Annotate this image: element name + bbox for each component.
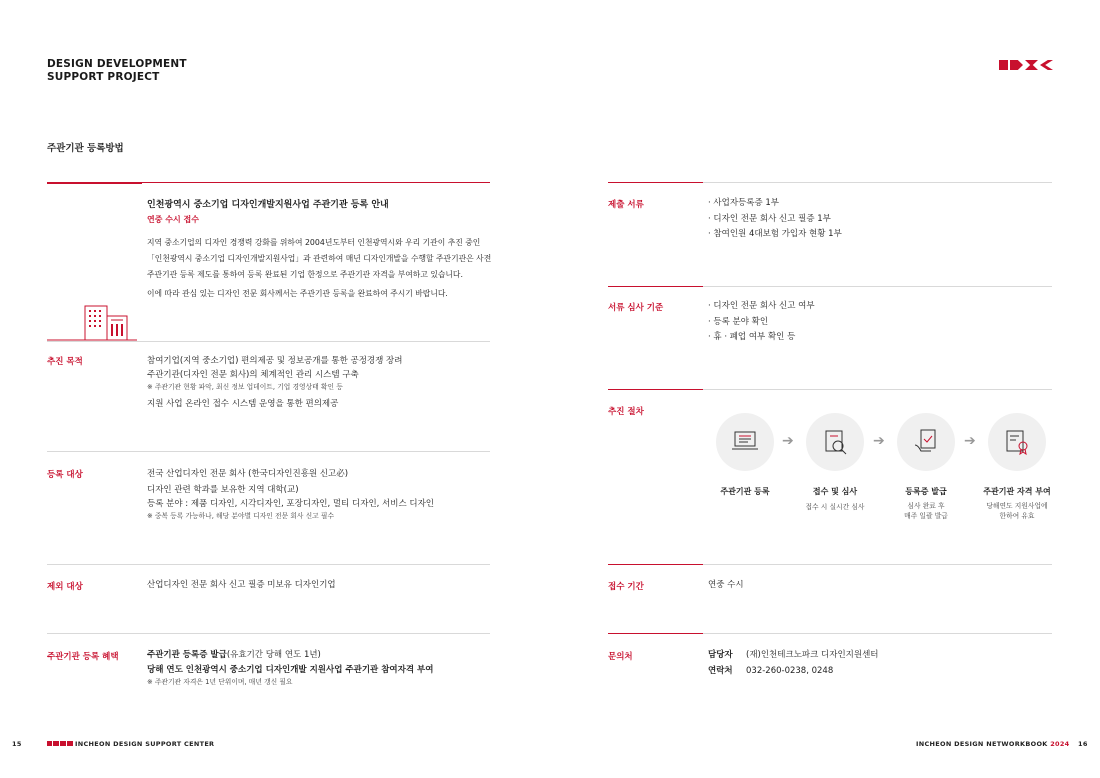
document-search-icon — [806, 413, 864, 471]
benefit-note: ※ 주관기관 자격은 1년 단위이며, 매년 갱신 필요 — [147, 678, 293, 686]
intro-p2: 「인천광역시 중소기업 디자인개발지원사업」과 관련하여 매년 디자인개발을 수행할 주관기관은 사전 — [147, 254, 492, 263]
building-icon — [47, 300, 142, 342]
header-title — [47, 58, 187, 84]
step-title: 주관기관 자격 부여 — [983, 487, 1051, 496]
header-line1: DESIGN DEVELOPMENT — [47, 58, 187, 70]
docs-item: · 디자인 전문 회사 신고 필증 1부 — [708, 213, 831, 224]
exclude-label: 제외 대상 — [47, 582, 83, 592]
intro-title: 인천광역시 중소기업 디자인개발지원사업 주관기관 등록 안내 — [147, 200, 389, 210]
section-title: 주관기관 등록방법 — [47, 143, 124, 154]
footer-right-title: INCHEON DESIGN NETWORKBOOK 2024 — [916, 740, 1070, 748]
contact-value: (재)인천테크노파크 디자인지원센터 — [746, 650, 879, 660]
target-label: 등록 대상 — [47, 470, 83, 480]
intro-p4: 이에 따라 관심 있는 디자인 전문 회사께서는 주관기관 등록을 완료하여 주시기 바랍니다. — [147, 289, 448, 298]
target-line1: 전국 산업디자인 전문 회사 (한국디자인진흥원 신고必) — [147, 469, 349, 479]
purpose-line1: 참여기업(지역 중소기업) 편의제공 및 정보공개를 통한 공정경쟁 장려 — [147, 356, 403, 366]
contact-value: 032-260-0238, 0248 — [746, 666, 834, 676]
step-title: 접수 및 심사 — [812, 487, 858, 496]
benefit-line1b: (유효기간 당해 연도 1년) — [226, 650, 321, 660]
period-label: 접수 기간 — [608, 582, 644, 592]
intro-body — [147, 235, 492, 302]
exclude-line1: 산업디자인 전문 회사 신고 필증 미보유 디자인기업 — [147, 580, 336, 590]
arrow-right-icon: ➔ — [873, 433, 885, 449]
contact-key: 연락처 — [708, 666, 733, 676]
arrow-right-icon: ➔ — [782, 433, 794, 449]
step-sub: 심사 완료 후 매주 일괄 발급 — [904, 502, 948, 520]
docs-label: 제출 서류 — [608, 200, 644, 210]
header-line2: SUPPORT PROJECT — [47, 71, 160, 83]
footer-left-title: INCHEON DESIGN SUPPORT CENTER — [75, 740, 215, 748]
review-item: · 등록 분야 확인 — [708, 316, 769, 327]
laptop-icon — [716, 413, 774, 471]
benefit-label: 주관기관 등록 혜택 — [47, 652, 119, 662]
docs-item: · 사업자등록증 1부 — [708, 198, 779, 208]
idsc-logo — [999, 60, 1053, 70]
certificate-icon — [988, 413, 1046, 471]
step-title: 등록증 발급 — [905, 487, 947, 496]
step-title: 주관기관 등록 — [720, 487, 770, 496]
process-label: 추진 절차 — [608, 407, 644, 417]
target-note: ※ 중복 등록 가능하나, 해당 분야별 디자인 전문 회사 신고 필수 — [147, 512, 335, 520]
review-item: · 디자인 전문 회사 신고 여부 — [708, 301, 815, 311]
target-line3: 등록 분야 : 제품 디자인, 시각디자인, 포장디자인, 멀티 디자인, 서비스 디자인 — [147, 499, 435, 509]
period-value: 연중 수시 — [708, 580, 744, 590]
contact-key: 담당자 — [708, 650, 733, 660]
purpose-label: 추진 목적 — [47, 357, 83, 367]
target-line2: 디자인 관련 학과를 보유한 지역 대학(교) — [147, 485, 299, 495]
hand-document-icon — [897, 413, 955, 471]
purpose-note: ※ 주관기관 현황 파악, 최신 정보 업데이트, 기업 경영상태 확인 등 — [147, 383, 343, 391]
intro-p1: 지역 중소기업의 디자인 경쟁력 강화를 위하여 2004년도부터 인천광역시와 우리 기관이 추진 중인 — [147, 238, 481, 247]
arrow-right-icon: ➔ — [964, 433, 976, 449]
purpose-line3: 지원 사업 온라인 접수 시스템 운영을 통한 편의제공 — [147, 399, 339, 409]
review-label: 서류 심사 기준 — [608, 303, 664, 313]
page-number-left: 15 — [12, 740, 22, 748]
step-sub: 당해연도 지원사업에 한하여 유효 — [986, 502, 1048, 520]
purpose-line2: 주관기관(디자인 전문 회사)의 체계적인 관리 시스템 구축 — [147, 370, 359, 380]
intro-subtitle: 연중 수시 접수 — [147, 215, 199, 224]
benefit-line1a: 주관기관 등록증 발급 — [147, 650, 227, 660]
review-item: · 휴 · 폐업 여부 확인 등 — [708, 332, 796, 342]
page-number-right: 16 — [1078, 740, 1088, 748]
docs-item: · 참여인원 4대보험 가입자 현황 1부 — [708, 229, 842, 239]
benefit-line2: 당해 연도 인천광역시 중소기업 디자인개발 지원사업 주관기관 참여자격 부여 — [147, 665, 434, 675]
step-sub: 접수 시 실시간 심사 — [805, 503, 865, 511]
idsc-logo-small — [47, 741, 73, 746]
contact-label: 문의처 — [608, 652, 633, 662]
intro-p3: 주관기관 등록 제도를 통하여 등록 완료된 기업 한정으로 주관기관 자격을 부여하고 있습니다. — [147, 270, 463, 279]
